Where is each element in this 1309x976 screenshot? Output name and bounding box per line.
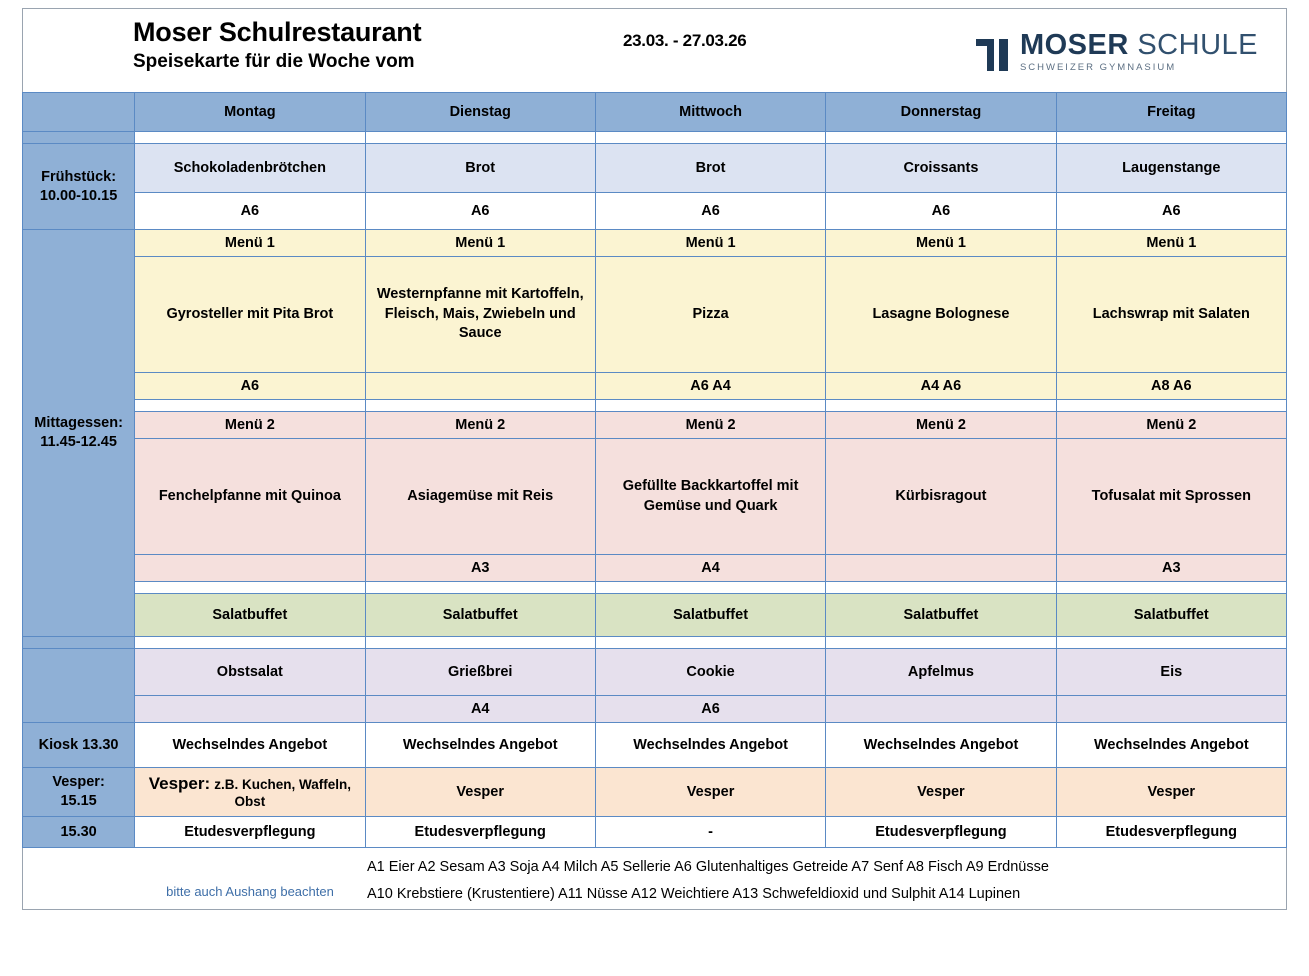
- menu1-dish-mittwoch: Pizza: [595, 257, 825, 373]
- logo-text: [1020, 31, 1258, 73]
- spacer-row-4: [23, 637, 1287, 649]
- spacer-cell: [1056, 400, 1286, 412]
- menu2-allergen-montag: [135, 555, 365, 582]
- vesper-label-line2: 15.15: [60, 793, 97, 809]
- page-footer: [22, 848, 1287, 910]
- aushang-note: bitte auch Aushang beachten: [166, 884, 334, 899]
- salad-cell-donnerstag: Salatbuffet: [826, 594, 1056, 637]
- breakfast-label-line2: 10.00-10.15: [39, 187, 118, 204]
- dessert-allergen-row: [23, 696, 1287, 723]
- day-header-freitag: Freitag: [1056, 93, 1286, 132]
- spacer-cell: [595, 637, 825, 649]
- day-header-donnerstag: Donnerstag: [826, 93, 1056, 132]
- menu2-head-freitag: Menü 2: [1056, 412, 1286, 439]
- vesper-montag-title: Vesper:: [148, 774, 211, 793]
- spacer-cell: [595, 582, 825, 594]
- menu2-allergen-donnerstag: [826, 555, 1056, 582]
- spacer-cell: [365, 400, 595, 412]
- menu1-head-donnerstag: Menü 1: [826, 230, 1056, 257]
- menu-sheet: [0, 8, 1309, 976]
- menu1-allergen-freitag: A8 A6: [1056, 373, 1286, 400]
- kiosk-cell-donnerstag: Wechselndes Angebot: [826, 723, 1056, 768]
- dessert-allergen-donnerstag: [826, 696, 1056, 723]
- vesper-label-line1: Vesper:: [52, 774, 105, 791]
- spacer-row-1: [23, 132, 1287, 144]
- breakfast-row: [23, 144, 1287, 193]
- breakfast-label-line1: Frühstück:: [41, 168, 117, 185]
- spacer-cell: [365, 582, 595, 594]
- dessert-allergen-mittwoch: A6: [595, 696, 825, 723]
- kiosk-cell-montag: Wechselndes Angebot: [135, 723, 365, 768]
- day-header-dienstag: Dienstag: [365, 93, 595, 132]
- vesper-montag-detail: z.B. Kuchen, Waffeln, Obst: [214, 777, 351, 809]
- salad-cell-freitag: Salatbuffet: [1056, 594, 1286, 637]
- kiosk-cell-mittwoch: Wechselndes Angebot: [595, 723, 825, 768]
- dessert-cell-montag: Obstsalat: [135, 649, 365, 696]
- menu1-dish-donnerstag: Lasagne Bolognese: [826, 257, 1056, 373]
- dessert-allergen-montag: [135, 696, 365, 723]
- row-label-lunch: [23, 230, 135, 637]
- breakfast-allergen-dienstag: A6: [365, 193, 595, 230]
- breakfast-cell-mittwoch: Brot: [595, 144, 825, 193]
- menu-table: [22, 92, 1287, 848]
- logo-wordmark: [1020, 31, 1258, 60]
- page-header: [22, 8, 1287, 92]
- spacer-cell: [1056, 637, 1286, 649]
- salad-row: [23, 594, 1287, 637]
- spacer-row-2: [23, 400, 1287, 412]
- allergen-legend-line2: A10 Krebstiere (Krustentiere) A11 Nüsse A12 Weichtiere A13 Schwefeldioxid und Sulphit A14 Lupinen: [367, 885, 1021, 902]
- menu1-allergen-montag: A6: [135, 373, 365, 400]
- salad-cell-mittwoch: Salatbuffet: [595, 594, 825, 637]
- logo-word-schule: SCHULE: [1137, 29, 1258, 61]
- day-header-mittwoch: Mittwoch: [595, 93, 825, 132]
- spacer-cell: [135, 582, 365, 594]
- breakfast-allergen-row: [23, 193, 1287, 230]
- allergen-legend: [367, 854, 1049, 908]
- etude-cell-dienstag: Etudesverpflegung: [365, 817, 595, 848]
- breakfast-cell-dienstag: Brot: [365, 144, 595, 193]
- spacer-cell: [826, 637, 1056, 649]
- menu2-dish-row: [23, 439, 1287, 555]
- etude-row: [23, 817, 1287, 848]
- menu2-allergen-mittwoch: A4: [595, 555, 825, 582]
- date-range: 23.03. - 27.03.26: [623, 31, 747, 50]
- logo: [976, 31, 1258, 73]
- menu2-dish-donnerstag: Kürbisragout: [826, 439, 1056, 555]
- allergen-legend-line1: A1 Eier A2 Sesam A3 Soja A4 Milch A5 Sellerie A6 Glutenhaltiges Getreide A7 Senf A8 Fisch A9 Erdnüsse: [367, 859, 1049, 875]
- menu2-head-donnerstag: Menü 2: [826, 412, 1056, 439]
- menu1-head-row: [23, 230, 1287, 257]
- breakfast-allergen-donnerstag: A6: [826, 193, 1056, 230]
- salad-cell-dienstag: Salatbuffet: [365, 594, 595, 637]
- spacer-cell: [826, 132, 1056, 144]
- vesper-cell-donnerstag: Vesper: [826, 768, 1056, 817]
- salad-cell-montag: Salatbuffet: [135, 594, 365, 637]
- breakfast-allergen-freitag: A6: [1056, 193, 1286, 230]
- day-header-montag: Montag: [135, 93, 365, 132]
- menu2-head-mittwoch: Menü 2: [595, 412, 825, 439]
- spacer-cell: [365, 132, 595, 144]
- etude-cell-freitag: Etudesverpflegung: [1056, 817, 1286, 848]
- page-subtitle: Speisekarte für die Woche vom: [133, 51, 415, 73]
- corner-cell: [23, 93, 135, 132]
- spacer-label-1: [23, 132, 135, 144]
- dessert-cell-mittwoch: Cookie: [595, 649, 825, 696]
- page-title: Moser Schulrestaurant: [133, 17, 422, 47]
- spacer-cell: [1056, 582, 1286, 594]
- row-label-dessert: [23, 649, 135, 723]
- dessert-allergen-freitag: [1056, 696, 1286, 723]
- menu1-head-mittwoch: Menü 1: [595, 230, 825, 257]
- menu2-dish-freitag: Tofusalat mit Sprossen: [1056, 439, 1286, 555]
- spacer-cell: [826, 582, 1056, 594]
- menu2-dish-montag: Fenchelpfanne mit Quinoa: [135, 439, 365, 555]
- breakfast-cell-freitag: Laugenstange: [1056, 144, 1286, 193]
- breakfast-cell-donnerstag: Croissants: [826, 144, 1056, 193]
- vesper-row: [23, 768, 1287, 817]
- menu2-head-dienstag: Menü 2: [365, 412, 595, 439]
- menu1-dish-freitag: Lachswrap mit Salaten: [1056, 257, 1286, 373]
- breakfast-allergen-mittwoch: A6: [595, 193, 825, 230]
- menu1-head-freitag: Menü 1: [1056, 230, 1286, 257]
- spacer-cell: [595, 400, 825, 412]
- row-label-vesper: [23, 768, 135, 817]
- breakfast-cell-montag: Schokoladenbrötchen: [135, 144, 365, 193]
- title-block: [133, 17, 553, 74]
- vesper-cell-dienstag: Vesper: [365, 768, 595, 817]
- menu1-dish-row: [23, 257, 1287, 373]
- vesper-cell-montag: [135, 768, 365, 817]
- menu2-allergen-row: [23, 555, 1287, 582]
- vesper-cell-freitag: Vesper: [1056, 768, 1286, 817]
- lunch-label-line1: Mittagessen:: [34, 415, 123, 432]
- day-header-row: [23, 93, 1287, 132]
- vesper-cell-mittwoch: Vesper: [595, 768, 825, 817]
- menu1-allergen-row: [23, 373, 1287, 400]
- etude-cell-donnerstag: Etudesverpflegung: [826, 817, 1056, 848]
- menu2-dish-mittwoch: Gefüllte Backkartoffel mit Gemüse und Quark: [595, 439, 825, 555]
- logo-word-moser: MOSER: [1019, 29, 1129, 61]
- spacer-cell: [595, 132, 825, 144]
- menu1-allergen-dienstag: [365, 373, 595, 400]
- menu2-dish-dienstag: Asiagemüse mit Reis: [365, 439, 595, 555]
- row-label-etude: 15.30: [23, 817, 135, 848]
- kiosk-cell-dienstag: Wechselndes Angebot: [365, 723, 595, 768]
- spacer-row-3: [23, 582, 1287, 594]
- spacer-cell: [826, 400, 1056, 412]
- menu1-allergen-donnerstag: A4 A6: [826, 373, 1056, 400]
- etude-cell-montag: Etudesverpflegung: [135, 817, 365, 848]
- kiosk-cell-freitag: Wechselndes Angebot: [1056, 723, 1286, 768]
- etude-cell-mittwoch: -: [595, 817, 825, 848]
- menu2-head-row: [23, 412, 1287, 439]
- menu2-head-montag: Menü 2: [135, 412, 365, 439]
- dessert-cell-freitag: Eis: [1056, 649, 1286, 696]
- dessert-cell-dienstag: Grießbrei: [365, 649, 595, 696]
- menu1-allergen-mittwoch: A6 A4: [595, 373, 825, 400]
- lunch-label-line2: 11.45-12.45: [40, 434, 117, 450]
- menu1-dish-montag: Gyrosteller mit Pita Brot: [135, 257, 365, 373]
- menu2-allergen-freitag: A3: [1056, 555, 1286, 582]
- menu1-head-dienstag: Menü 1: [365, 230, 595, 257]
- row-label-kiosk: Kiosk 13.30: [23, 723, 135, 768]
- dessert-row: [23, 649, 1287, 696]
- spacer-cell: [1056, 132, 1286, 144]
- spacer-cell: [135, 637, 365, 649]
- menu1-head-montag: Menü 1: [135, 230, 365, 257]
- moser-schule-logo-mark: [976, 33, 1010, 71]
- spacer-label-4: [23, 637, 135, 649]
- menu1-dish-dienstag: Westernpfanne mit Kartoffeln, Fleisch, Mais, Zwiebeln und Sauce: [365, 257, 595, 373]
- dessert-cell-donnerstag: Apfelmus: [826, 649, 1056, 696]
- menu2-allergen-dienstag: A3: [365, 555, 595, 582]
- spacer-cell: [135, 132, 365, 144]
- logo-tagline: SCHWEIZER GYMNASIUM: [1019, 62, 1177, 73]
- spacer-cell: [365, 637, 595, 649]
- spacer-cell: [135, 400, 365, 412]
- row-label-breakfast: [23, 144, 135, 230]
- kiosk-row: [23, 723, 1287, 768]
- breakfast-allergen-montag: A6: [135, 193, 365, 230]
- dessert-allergen-dienstag: A4: [365, 696, 595, 723]
